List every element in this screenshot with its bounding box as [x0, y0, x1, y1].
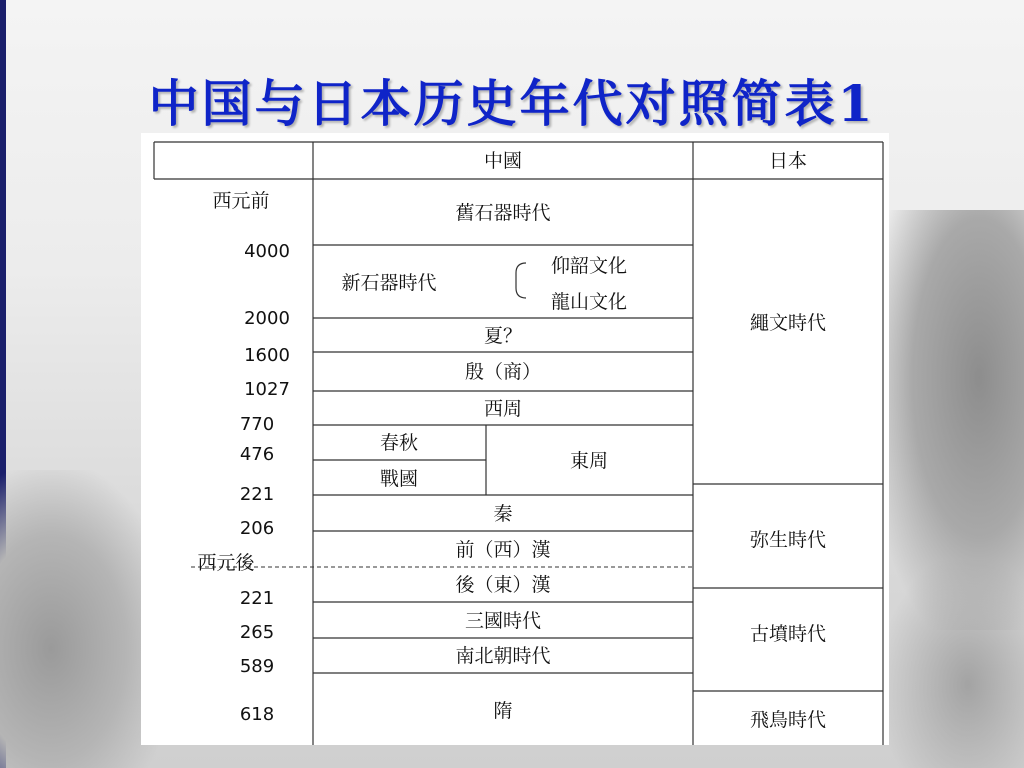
japan-jomon: 繩文時代 [749, 312, 827, 334]
year-label: 4000 [244, 241, 290, 262]
china-paleolithic: 舊石器時代 [455, 202, 551, 224]
china-qin: 秦 [493, 503, 513, 525]
year-label: 2000 [244, 308, 290, 329]
year-label: 1027 [244, 379, 290, 400]
year-label: 221 [239, 484, 275, 505]
year-label: 221 [239, 588, 275, 609]
china-xia: 夏？ [483, 325, 523, 347]
china-warring-states: 戰國 [379, 468, 419, 490]
year-label: 618 [239, 704, 275, 725]
year-label: 770 [239, 414, 275, 435]
year-label: 476 [239, 444, 275, 465]
era-label-bc: 西元前 [212, 190, 270, 212]
background-tree-right-lower [884, 560, 1024, 768]
china-western-zhou: 西周 [483, 398, 523, 420]
year-label: 265 [239, 622, 275, 643]
japan-yayoi: 弥生時代 [749, 529, 827, 551]
china-sui: 隋 [493, 700, 513, 722]
china-northern-southern: 南北朝時代 [455, 645, 551, 667]
china-later-han: 後（東）漢 [455, 574, 551, 596]
japan-kofun: 古墳時代 [749, 623, 827, 645]
header-japan: 日本 [768, 150, 808, 172]
china-three-kingdoms: 三國時代 [464, 610, 542, 632]
year-label: 1600 [244, 345, 290, 366]
history-comparison-table [141, 133, 889, 745]
header-china: 中國 [483, 150, 523, 172]
china-eastern-zhou: 東周 [569, 450, 609, 472]
china-yin-shang: 殷（商） [464, 361, 542, 383]
china-former-han: 前（西）漢 [455, 539, 551, 561]
china-neolithic: 新石器時代 [341, 272, 437, 294]
china-yangshao: 仰韶文化 [550, 255, 628, 277]
japan-asuka: 飛鳥時代 [749, 709, 827, 731]
china-longshan: 龍山文化 [550, 291, 628, 313]
slide-title: 中国与日本历史年代对照简表1 [148, 74, 876, 133]
year-label: 589 [239, 656, 275, 677]
era-label-ad: 西元後 [197, 552, 255, 574]
table-drawing [141, 133, 889, 745]
year-label: 206 [239, 518, 275, 539]
china-spring-autumn: 春秋 [379, 432, 419, 454]
